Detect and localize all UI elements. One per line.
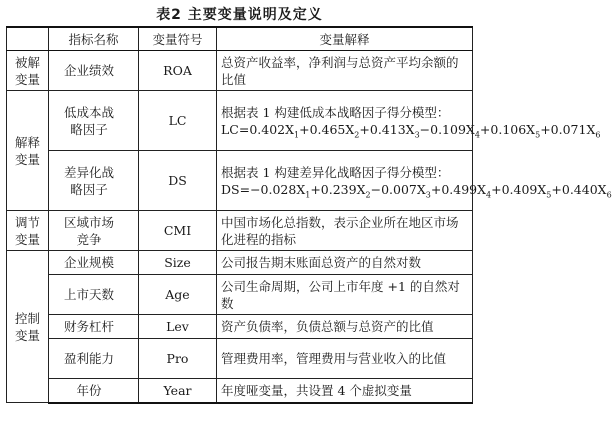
formula-subscript: 4 — [474, 130, 480, 139]
table-title: 表2 主要变量说明及定义 — [156, 7, 323, 23]
formula-intro: 根据表 1 构建低成本战略因子得分模型： — [221, 104, 450, 120]
variable-symbol: DS — [139, 151, 217, 211]
variable-explanation: 管理费用率，管理费用与营业收入的比值 — [217, 339, 473, 379]
indicator-name: 盈利能力 — [49, 339, 139, 379]
formula-lhs: LC= — [221, 121, 250, 137]
table-row — [7, 91, 473, 151]
indicator-name: 企业规模 — [49, 251, 139, 275]
formula-term: +0.413X — [359, 121, 415, 137]
group-explanatory: 解释变量 — [7, 91, 49, 211]
variable-explanation — [217, 151, 612, 211]
formula-subscript: 3 — [425, 190, 431, 199]
formula-term: +0.409X — [491, 181, 547, 197]
variable-explanation: 总资产收益率，净利润与总资产平均余额的比值 — [217, 51, 473, 91]
formula-subscript: 2 — [365, 190, 371, 199]
formula-subscript: 4 — [486, 190, 492, 199]
variable-symbol: Age — [139, 275, 217, 315]
formula-term: +0.106X — [479, 121, 536, 137]
table-row — [7, 251, 473, 275]
table-row — [7, 315, 473, 339]
table-row — [7, 339, 473, 379]
table-row — [7, 275, 473, 315]
formula-subscript: 6 — [606, 190, 612, 199]
header-variable-symbol: 变量符号 — [139, 27, 217, 51]
formula-subscript: 1 — [294, 130, 300, 139]
variable-explanation: 中国市场化总指数，表示企业所在地区市场化进程的指标 — [217, 211, 473, 251]
formula-term: 0.402X — [249, 121, 295, 137]
table-row — [7, 51, 473, 91]
formula-subscript: 6 — [595, 130, 601, 139]
table-row — [7, 151, 473, 211]
indicator-name: 区域市场竞争 — [49, 211, 139, 251]
formula-term: +0.499X — [430, 181, 487, 197]
group-dependent: 被解变量 — [7, 51, 49, 91]
formula-subscript: 5 — [535, 130, 541, 139]
indicator-name: 企业绩效 — [49, 51, 139, 91]
formula-subscript: 5 — [546, 190, 552, 199]
formula-term: −0.028X — [250, 181, 306, 197]
variable-symbol: ROA — [139, 51, 217, 91]
variable-explanation: 公司报告期末账面总资产的自然对数 — [217, 251, 473, 275]
formula-subscript: 3 — [414, 130, 420, 139]
header-group — [7, 27, 49, 51]
formula-subscript: 2 — [354, 130, 360, 139]
variable-explanation: 年度哑变量，共设置 4 个虚拟变量 — [217, 379, 473, 403]
formula-term: +0.071X — [540, 121, 596, 137]
table-row — [7, 379, 473, 403]
formula-term: +0.239X — [310, 181, 366, 197]
group-control: 控制变量 — [7, 251, 49, 403]
formula-term: +0.465X — [299, 121, 355, 137]
indicator-name: 财务杠杆 — [49, 315, 139, 339]
group-moderating: 调节变量 — [7, 211, 49, 251]
variable-symbol: Lev — [139, 315, 217, 339]
formula-intro: 根据表 1 构建差异化战略因子得分模型： — [221, 164, 450, 180]
header-variable-explanation: 变量解释 — [217, 27, 473, 51]
indicator-name: 上市天数 — [49, 275, 139, 315]
formula-term: +0.440X — [551, 181, 607, 197]
formula-lhs: DS= — [221, 181, 251, 197]
formula-term: −0.007X — [370, 181, 426, 197]
variables-table — [6, 26, 612, 404]
indicator-name: 年份 — [49, 379, 139, 403]
indicator-name: 低成本战略因子 — [49, 91, 139, 151]
variable-explanation — [217, 91, 601, 151]
table-row — [7, 211, 473, 251]
indicator-name: 差异化战略因子 — [49, 151, 139, 211]
header-indicator-name: 指标名称 — [49, 27, 139, 51]
variable-symbol: Size — [139, 251, 217, 275]
formula-subscript: 1 — [305, 190, 311, 199]
variable-symbol: Year — [139, 379, 217, 403]
variable-symbol: Pro — [139, 339, 217, 379]
formula-term: −0.109X — [419, 121, 475, 137]
variable-explanation: 公司生命周期，公司上市年度 +1 的自然对数 — [217, 275, 473, 315]
variable-symbol: CMI — [139, 211, 217, 251]
header-row — [7, 27, 473, 51]
variable-symbol: LC — [139, 91, 217, 151]
variable-explanation: 资产负债率，负债总额与总资产的比值 — [217, 315, 473, 339]
